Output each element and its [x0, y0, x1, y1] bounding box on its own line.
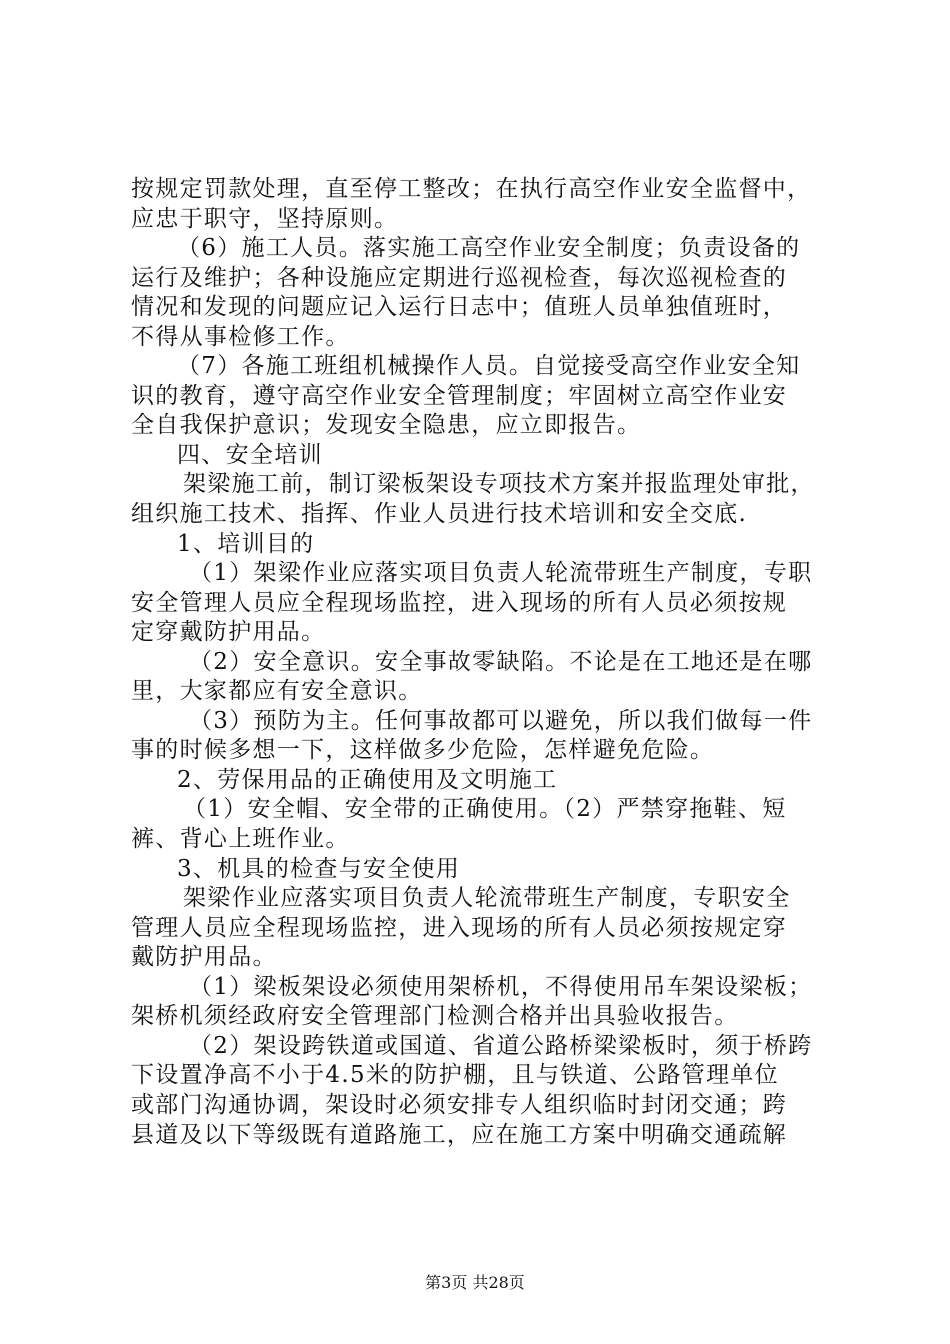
text-line: 组织施工技术、指挥、作业人员进行技术培训和安全交底.: [131, 501, 748, 528]
text-line: （7）各施工班组机械操作人员。自觉接受高空作业安全知: [177, 353, 801, 380]
page-footer: [0, 1270, 950, 1293]
document-body: [131, 175, 831, 1150]
text-line: 定穿戴防护用品。: [131, 619, 326, 646]
text-line: 按规定罚款处理，直至停工整改；在执行高空作业安全监督中，: [131, 176, 812, 202]
text-line: 戴防护用品。: [131, 944, 277, 971]
text-line: 架梁作业应落实项目负责人轮流带班生产制度，专职安全: [183, 885, 791, 912]
text-line: 不得从事检修工作。: [131, 323, 350, 350]
subsection-heading: 1、培训目的: [177, 530, 315, 557]
text-line: （1）安全帽、安全带的正确使用。（2）严禁穿拖鞋、短: [183, 796, 787, 823]
text-line: 县道及以下等级既有道路施工，应在施工方案中明确交通疏解: [131, 1121, 788, 1148]
text-line: 安全管理人员应全程现场监控，进入现场的所有人员必须按规: [131, 589, 788, 616]
text-line: 事的时候多想一下，这样做多少危险，怎样避免危险。: [131, 737, 715, 764]
text-line: 全自我保护意识；发现安全隐患，应立即报告。: [131, 412, 642, 439]
page-number-label: 第3页 共28页: [425, 1273, 525, 1292]
text-line: 管理人员应全程现场监控，进入现场的所有人员必须按规定穿: [131, 914, 788, 941]
subsection-heading: 2、劳保用品的正确使用及文明施工: [177, 766, 558, 793]
text-line: 架梁施工前，制订梁板架设专项技术方案并报监理处审批，: [183, 471, 815, 498]
text-line: （3）预防为主。任何事故都可以避免，所以我们做每一件: [189, 707, 813, 734]
text-line: 里，大家都应有安全意识。: [131, 678, 423, 705]
text-line: 应忠于职守，坚持原则。: [131, 205, 399, 232]
text-line: 或部门沟通协调，架设时必须安排专人组织临时封闭交通；跨: [131, 1091, 788, 1118]
text-line: （1）架梁作业应落实项目负责人轮流带班生产制度，专职: [189, 560, 813, 587]
subsection-heading: 3、机具的检查与安全使用: [177, 855, 461, 882]
section-heading: 四、安全培训: [177, 441, 323, 468]
text-line: 运行及维护；各种设施应定期进行巡视检查，每次巡视检查的: [131, 264, 788, 291]
text-line: （6）施工人员。落实施工高空作业安全制度；负责设备的: [177, 235, 801, 262]
text-line: （2）安全意识。安全事故零缺陷。不论是在工地还是在哪: [189, 648, 813, 675]
text-line: 识的教育，遵守高空作业安全管理制度；牢固树立高空作业安: [131, 382, 788, 409]
text-line: 下设置净高不小于4.5米的防护棚，且与铁道、公路管理单位: [131, 1062, 779, 1089]
text-line: 裤、背心上班作业。: [131, 826, 350, 853]
text-line: 架桥机须经政府安全管理部门检测合格并出具验收报告。: [131, 1003, 739, 1030]
text-line: （1）梁板架设必须使用架桥机，不得使用吊车架设梁板；: [189, 973, 813, 1000]
text-line: 情况和发现的问题应记入运行日志中；值班人员单独值班时，: [131, 294, 788, 321]
text-line: （2）架设跨铁道或国道、省道公路桥梁梁板时，须于桥跨: [189, 1032, 813, 1059]
